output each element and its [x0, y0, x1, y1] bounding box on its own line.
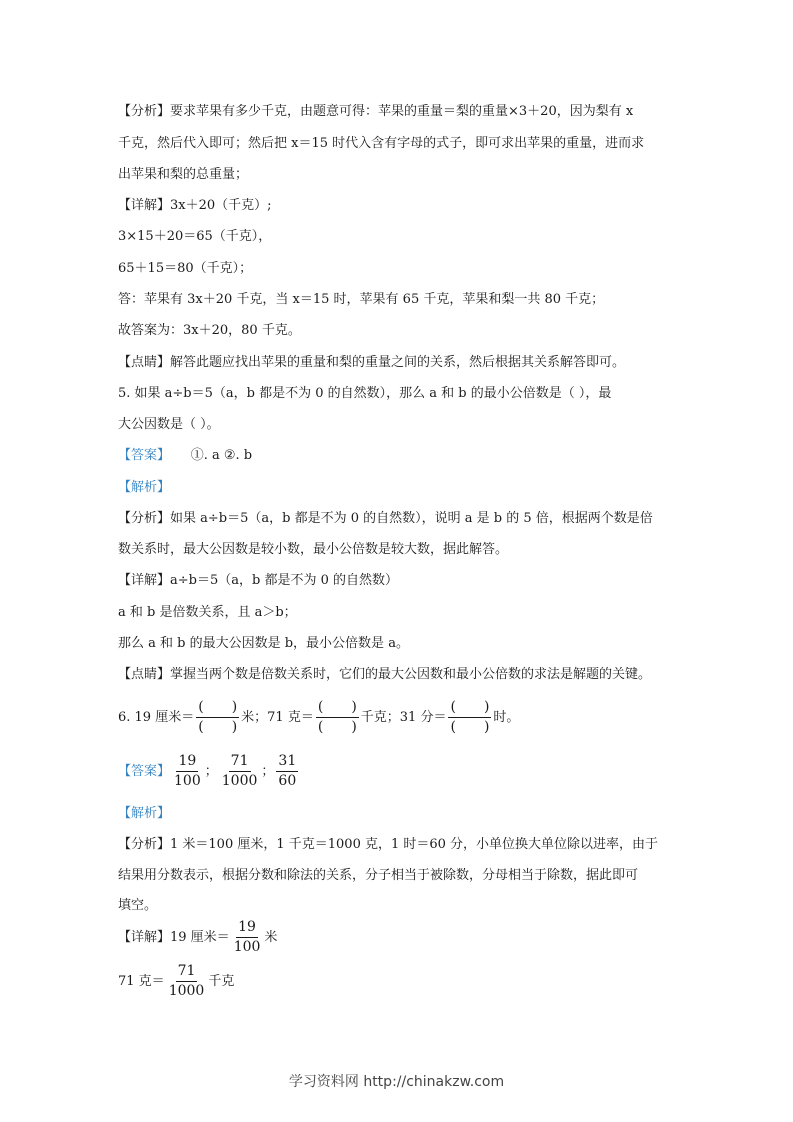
- answer-fraction: $\frac{19}{100}$: [174, 753, 201, 789]
- text-line: 那么 a 和 b 的最大公因数是 b，最小公倍数是 a。: [118, 636, 409, 651]
- text-line: 故答案为：3x＋20，80 千克。: [118, 323, 301, 338]
- answer-tag: 【答案】: [118, 764, 171, 779]
- blank-fraction: $\frac{( )}{( )}$: [317, 699, 357, 735]
- answer-line: [118, 447, 252, 465]
- text-line: 【分析】要求苹果有多少千克，由题意可得：苹果的重量＝梨的重量×3＋20，因为梨有 x: [118, 104, 634, 119]
- text-line: 【点睛】掌握当两个数是倍数关系时，它们的最大公因数和最小公倍数的求法是解题的关键。: [118, 667, 652, 682]
- answer-tag: 【答案】: [118, 448, 171, 463]
- footer-watermark: 学习资料网 http://chinakzw.com: [288, 1074, 505, 1090]
- detail-line: 【详解】19 厘米＝ $\frac{19}{100}$ 米: [118, 919, 278, 955]
- text-line: 【分析】如果 a÷b＝5（a，b 都是不为 0 的自然数），说明 a 是 b 的 5 倍，根据两个数是倍: [118, 511, 653, 526]
- text-line: 大公因数是（ ）。: [118, 417, 220, 432]
- text-line: 填空。: [118, 898, 158, 913]
- answer-fraction: $\frac{71}{1000}$: [221, 753, 258, 789]
- answer-fraction: $\frac{31}{60}$: [278, 753, 297, 789]
- text-line: 出苹果和梨的总重量；: [118, 167, 249, 182]
- text-line: 【分析】1 米＝100 厘米，1 千克＝1000 克，1 时＝60 分，小单位换大单位除以进率，由于: [118, 837, 659, 852]
- text-line: 【详解】3x＋20（千克）;: [118, 198, 272, 213]
- text-line: 【点睛】解答此题应找出苹果的重量和梨的重量之间的关系，然后根据其关系解答即可。: [118, 355, 626, 370]
- detail-line: 71 克＝ $\frac{71}{1000}$ 千克: [118, 963, 235, 999]
- question-5: 5. 如果 a÷b＝5（a，b 都是不为 0 的自然数），那么 a 和 b 的最小公倍数是（ ），最: [118, 386, 612, 401]
- answer-text: ①. a ②. b: [190, 448, 253, 463]
- detail-fraction: $\frac{19}{100}$: [233, 919, 261, 955]
- text-line: 结果用分数表示，根据分数和除法的关系，分子相当于被除数，分母相当于除数，据此即可: [118, 868, 639, 883]
- blank-fraction: $\frac{( )}{( )}$: [450, 699, 490, 735]
- answer-line: 【答案】 $\frac{19}{100}$ ； $\frac{71}{1000}$ ； $\frac{31}{60}$: [118, 753, 297, 789]
- blank-fraction: $\frac{( )}{( )}$: [198, 699, 238, 735]
- detail-fraction: $\frac{71}{1000}$: [168, 963, 205, 999]
- analysis-tag: 【解析】: [118, 806, 171, 821]
- text-line: 【详解】a÷b＝5（a，b 都是不为 0 的自然数）: [118, 573, 398, 588]
- text-line: 3×15＋20＝65（千克），: [118, 229, 272, 244]
- analysis-tag: 【解析】: [118, 480, 171, 495]
- text-line: 65＋15＝80（千克）；: [118, 261, 253, 276]
- text-line: a 和 b 是倍数关系，且 a＞b；: [118, 605, 297, 620]
- text-line: 数关系时，最大公因数是较小数，最小公倍数是较大数，据此解答。: [118, 542, 509, 557]
- question-6: 6. 19 厘米＝ $\frac{( )}{( )}$ 米；71 克＝ $\frac{( )}{( )}$ 千克；31 分＝ $\frac{( )}{( )}$ 时。: [118, 699, 520, 735]
- text-line: 千克，然后代入即可；然后把 x＝15 时代入含有字母的式子，即可求出苹果的重量，进而求: [118, 136, 645, 151]
- text-line: 答：苹果有 3x＋20 千克，当 x＝15 时，苹果有 65 千克，苹果和梨一共 80 千克；: [118, 292, 605, 307]
